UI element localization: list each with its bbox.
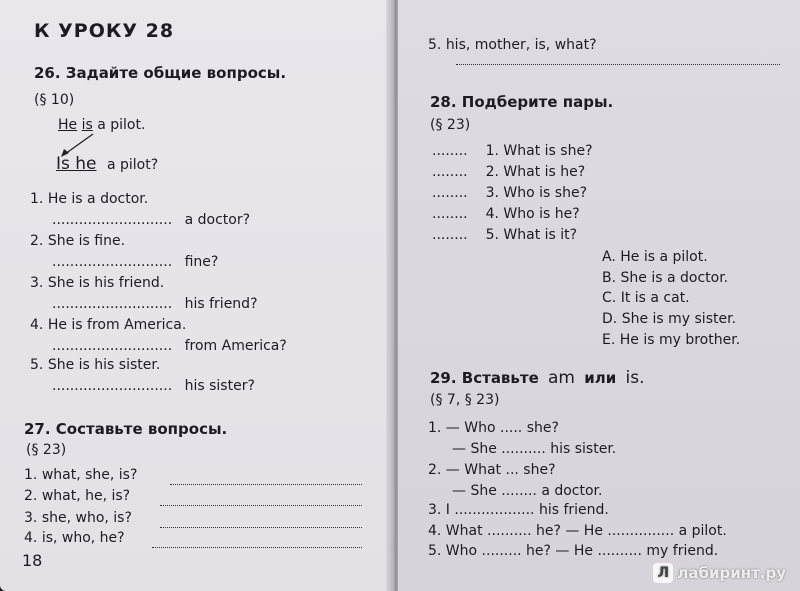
- ex26-answer-1[interactable]: [52, 212, 250, 228]
- ex26-item-5: [30, 357, 160, 373]
- ex29-line-4[interactable]: — She ........ a doctor.: [452, 483, 603, 499]
- answer-text: He is my brother.: [619, 332, 741, 348]
- exercise-26-ref: (§ 10): [34, 92, 75, 108]
- match-blank[interactable]: ........: [432, 206, 468, 222]
- exercise-27-ref: (§ 23): [26, 442, 67, 458]
- ex26-answer-2[interactable]: [52, 254, 218, 270]
- item-text: She is his friend.: [47, 275, 165, 291]
- question-text: Who is she?: [503, 185, 587, 201]
- ex27-item-2: [24, 488, 130, 504]
- item-text: his, mother, is, what?: [445, 37, 597, 53]
- example-is: is: [81, 117, 93, 133]
- answer-text: She is a doctor.: [620, 270, 729, 286]
- answer-end: fine?: [184, 254, 219, 270]
- example-he: He: [58, 117, 78, 133]
- item-number: 1.: [30, 191, 44, 207]
- exercise-28-ref: (§ 23): [430, 117, 471, 133]
- item-number: 2.: [485, 164, 499, 180]
- ex27-answer-line-4[interactable]: [152, 547, 362, 548]
- answer-blank[interactable]: ...........................: [52, 338, 173, 354]
- ex27-answer-line-5[interactable]: [456, 64, 780, 65]
- item-number: 4.: [24, 530, 38, 546]
- ex28-question-1: [432, 143, 593, 159]
- ex29-line-3[interactable]: 2. — What ... she?: [428, 462, 556, 478]
- ex28-answer-c: [602, 290, 690, 306]
- item-number: 2.: [24, 488, 38, 504]
- answer-end: a doctor?: [184, 212, 251, 228]
- ex27-answer-line-1[interactable]: [170, 484, 362, 485]
- watermark-text: лабиринт.ру: [677, 564, 786, 582]
- watermark: [653, 563, 786, 583]
- ex26-answer-5[interactable]: [52, 378, 255, 394]
- ex28-answer-b: [602, 270, 728, 286]
- answer-blank[interactable]: ...........................: [52, 296, 173, 312]
- ex27-answer-line-2[interactable]: [160, 505, 362, 506]
- ex27-item-1: [24, 467, 137, 483]
- item-text: He is a doctor.: [47, 191, 149, 207]
- ex28-question-2: [432, 164, 585, 180]
- match-blank[interactable]: ........: [432, 227, 468, 243]
- word-am: am: [548, 368, 575, 388]
- question-text: What is it?: [503, 227, 578, 243]
- item-number: 3.: [30, 275, 44, 291]
- ex27-item-4: [24, 530, 125, 546]
- item-number: 2.: [30, 233, 44, 249]
- ex26-item-4: [30, 317, 186, 333]
- answer-end: from America?: [184, 338, 287, 354]
- example-rest: a pilot.: [97, 117, 146, 133]
- question-text: Who is he?: [503, 206, 580, 222]
- answer-text: He is a pilot.: [620, 249, 708, 265]
- item-number: 4.: [30, 317, 44, 333]
- item-text: she, who, is?: [41, 510, 132, 526]
- title-part: или: [584, 369, 617, 387]
- answer-blank[interactable]: ...........................: [52, 378, 173, 394]
- item-text: what, she, is?: [41, 467, 138, 483]
- question-text: What is he?: [503, 164, 586, 180]
- exercise-26-title: 26. Задайте общие вопросы.: [34, 64, 287, 82]
- item-number: 4.: [485, 206, 499, 222]
- item-number: 3.: [485, 185, 499, 201]
- example-statement: [58, 117, 145, 133]
- ex26-item-2: [30, 233, 125, 249]
- example-is-he: Is he: [56, 154, 97, 174]
- ex28-question-4: [432, 206, 580, 222]
- answer-letter: D.: [602, 311, 618, 327]
- example-question: [56, 156, 158, 173]
- match-blank[interactable]: ........: [432, 164, 468, 180]
- item-text: is, who, he?: [41, 530, 125, 546]
- exercise-29-ref: (§ 7, § 23): [430, 392, 500, 408]
- ex29-line-2[interactable]: — She .......... his sister.: [452, 441, 617, 457]
- item-number: 5.: [30, 357, 44, 373]
- item-number: 3.: [24, 510, 38, 526]
- ex26-answer-3[interactable]: [52, 296, 258, 312]
- answer-blank[interactable]: ...........................: [52, 212, 173, 228]
- left-page: [0, 0, 392, 591]
- ex29-line-1[interactable]: 1. — Who ..... she?: [428, 420, 559, 436]
- match-blank[interactable]: ........: [432, 185, 468, 201]
- item-text: She is his sister.: [47, 357, 161, 373]
- answer-end: his sister?: [184, 378, 255, 394]
- answer-end: his friend?: [184, 296, 258, 312]
- ex28-question-3: [432, 185, 587, 201]
- answer-letter: E.: [602, 332, 616, 348]
- ex29-line-7[interactable]: 5. Who ......... he? — He .......... my friend.: [428, 543, 719, 559]
- lesson-title: К УРОКУ 28: [34, 20, 175, 42]
- answer-text: It is a cat.: [620, 290, 690, 306]
- example-question-rest: a pilot?: [106, 157, 159, 173]
- ex28-answer-d: [602, 311, 736, 327]
- word-is: is.: [625, 368, 645, 388]
- answer-letter: A.: [602, 249, 616, 265]
- item-number: 1.: [24, 467, 38, 483]
- title-part: 29. Вставьте: [430, 369, 539, 387]
- item-number: 5.: [485, 227, 499, 243]
- question-text: What is she?: [503, 143, 593, 159]
- ex28-answer-a: [602, 249, 708, 265]
- item-number: 5.: [428, 37, 442, 53]
- answer-text: She is my sister.: [621, 311, 737, 327]
- ex28-answer-e: [602, 332, 740, 348]
- item-text: She is fine.: [47, 233, 126, 249]
- exercise-27-title: 27. Составьте вопросы.: [24, 420, 228, 438]
- answer-letter: C.: [602, 290, 617, 306]
- ex28-question-5: [432, 227, 577, 243]
- exercise-28-title: 28. Подберите пары.: [430, 93, 614, 111]
- ex29-line-5[interactable]: 3. I .................. his friend.: [428, 502, 609, 518]
- ex27-item-3: [24, 510, 132, 526]
- ex29-line-6[interactable]: 4. What .......... he? — He ............... a pilot.: [428, 523, 727, 539]
- item-number: 1.: [485, 143, 499, 159]
- ex26-item-3: [30, 275, 164, 291]
- match-blank[interactable]: ........: [432, 143, 468, 159]
- answer-letter: B.: [602, 270, 617, 286]
- ex26-answer-4[interactable]: [52, 338, 287, 354]
- ex27-answer-line-3[interactable]: [160, 527, 362, 528]
- answer-blank[interactable]: ...........................: [52, 254, 173, 270]
- item-text: what, he, is?: [41, 488, 131, 504]
- ex27-item-5: [428, 37, 597, 53]
- labirint-logo-icon: Л: [653, 563, 673, 583]
- right-page: [398, 0, 800, 591]
- page-number-left: 18: [22, 551, 43, 570]
- exercise-29-title: [430, 369, 644, 387]
- item-text: He is from America.: [47, 317, 187, 333]
- ex26-item-1: [30, 191, 148, 207]
